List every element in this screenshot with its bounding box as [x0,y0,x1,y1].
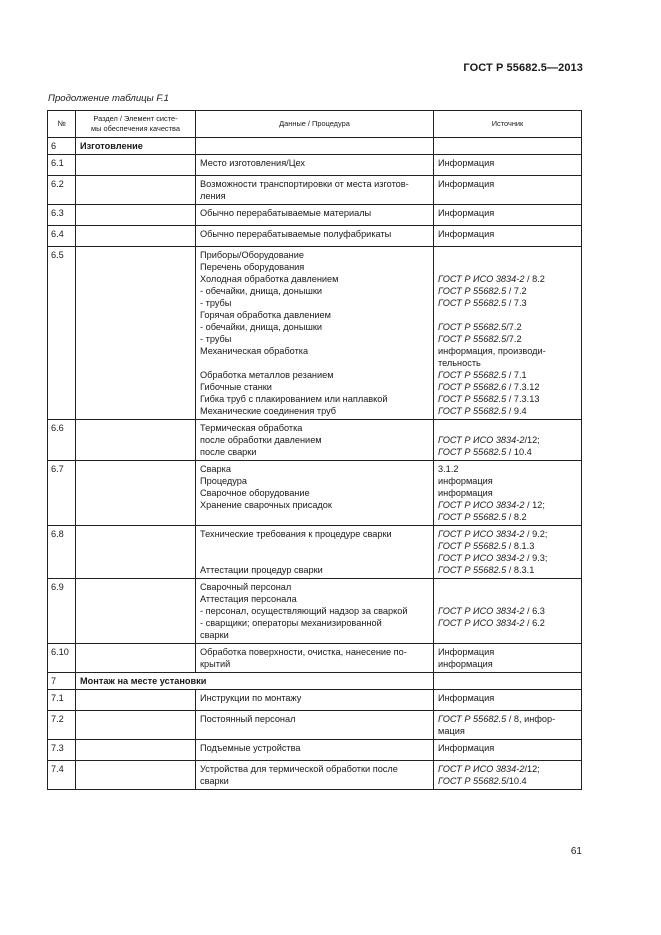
table-row [48,155,582,176]
source-line: 3.1.2 [438,464,459,474]
section-cell [76,155,196,176]
section-title: Монтаж на месте установки [76,673,434,690]
source-line: ГОСТ Р 55682.5 / 8.2 [438,512,527,522]
data-cell [196,711,434,740]
table-row [48,644,582,673]
table-row [48,740,582,761]
source-line: ГОСТ Р 55682.5/10.4 [438,776,527,786]
table-row [48,205,582,226]
section-cell [76,644,196,673]
section-cell [76,711,196,740]
section-cell [76,579,196,644]
source-line: ГОСТ Р 55682.5 / 7.3 [438,298,527,308]
table-row [48,226,582,247]
source-line: ГОСТ Р ИСО 3834-2 / 9.3; [438,553,548,563]
source-cell [434,205,582,226]
data-cell [196,247,434,420]
data-cell [196,176,434,205]
data-cell [196,461,434,526]
table-row [48,526,582,579]
row-number: 6.4 [48,226,76,247]
data-cell [196,579,434,644]
data-line: сварки [200,776,229,786]
source-line: тельность [438,358,481,368]
row-number: 6.1 [48,155,76,176]
data-cell [196,420,434,461]
source-line: ГОСТ Р 55682.5 / 7.1 [438,370,527,380]
source-cell [434,526,582,579]
data-line: Сварка [200,464,231,474]
data-line: Подъемные устройства [200,743,301,753]
source-cell [434,740,582,761]
source-line: ГОСТ Р 55682.6 / 7.3.12 [438,382,540,392]
data-line: Термическая обработка [200,423,303,433]
section-cell [76,526,196,579]
data-line: - сварщики; операторы механизированной [200,618,382,628]
data-cell [196,226,434,247]
source-cell [434,711,582,740]
data-line: Обработка поверхности, очистка, нанесение по- [200,647,407,657]
section-cell [76,205,196,226]
source-line: информация [438,476,493,486]
section-cell [76,761,196,790]
source-cell [434,138,582,155]
data-line: Механические соединения труб [200,406,337,416]
table-row [48,579,582,644]
row-number: 7.4 [48,761,76,790]
source-line: ГОСТ Р ИСО 3834-2 / 6.2 [438,618,545,628]
source-line: ГОСТ Р 55682.5 / 10.4 [438,447,532,457]
data-line: Постоянный персонал [200,714,296,724]
data-cell [196,761,434,790]
table-row [48,461,582,526]
data-line: после сварки [200,447,257,457]
data-line: Механическая обработка [200,346,309,356]
data-line: Устройства для термической обработки после [200,764,398,774]
row-number: 6 [48,138,76,155]
source-line: Информация [438,647,495,657]
table-row [48,690,582,711]
data-line: Холодная обработка давлением [200,274,339,284]
data-line: Обработка металлов резанием [200,370,334,380]
table-row [48,673,582,690]
section-cell [76,420,196,461]
requirements-table [47,110,582,790]
data-line: Инструкции по монтажу [200,693,302,703]
section-cell [76,690,196,711]
data-line: Сварочный персонал [200,582,292,592]
source-line: Информация [438,229,495,239]
document-code: ГОСТ Р 55682.5—2013 [463,62,583,74]
table-row [48,761,582,790]
data-line: - обечайки, днища, донышки [200,286,322,296]
source-line: ГОСТ Р ИСО 3834-2 / 12; [438,500,545,510]
source-line: информация [438,488,493,498]
source-cell [434,673,582,690]
source-line: Информация [438,743,495,753]
source-line: ГОСТ Р 55682.5 / 7.3.13 [438,394,540,404]
source-line: ГОСТ Р ИСО 3834-2 / 8.2 [438,274,545,284]
header-data: Данные / Процедура [196,111,434,138]
table-row [48,711,582,740]
source-line: ГОСТ Р 55682.5/7.2 [438,322,522,332]
source-cell [434,176,582,205]
data-line: Возможности транспортировки от места изготов- [200,179,409,189]
source-line: ГОСТ Р ИСО 3834-2/12; [438,435,540,445]
data-line: Обычно перерабатываемые материалы [200,208,372,218]
source-cell [434,461,582,526]
data-line: - персонал, осуществляющий надзор за сваркой [200,606,408,616]
source-line: ГОСТ Р ИСО 3834-2/12; [438,764,540,774]
data-line: Обычно перерабатываемые полуфабрикаты [200,229,392,239]
source-line: ГОСТ Р 55682.5/7.2 [438,334,522,344]
table-row [48,176,582,205]
table-header-row [48,111,582,138]
data-cell [196,690,434,711]
header-number: № [48,111,76,138]
data-line: Сварочное оборудование [200,488,310,498]
table-row [48,420,582,461]
section-cell [76,226,196,247]
row-number: 6.2 [48,176,76,205]
data-line: - трубы [200,298,232,308]
data-line: Место изготовления/Цех [200,158,306,168]
source-line: мация [438,726,465,736]
row-number: 7.2 [48,711,76,740]
source-line: ГОСТ Р 55682.5 / 8.1.3 [438,541,535,551]
source-line: информация, производи- [438,346,546,356]
data-line: после обработки давлением [200,435,322,445]
data-line: Аттестация персонала [200,594,297,604]
data-cell [196,526,434,579]
source-line: ГОСТ Р 55682.5 / 9.4 [438,406,527,416]
table-row [48,138,582,155]
data-line: - трубы [200,334,232,344]
source-cell [434,155,582,176]
row-number: 7 [48,673,76,690]
row-number: 6.10 [48,644,76,673]
data-line: Горячая обработка давлением [200,310,331,320]
row-number: 6.3 [48,205,76,226]
source-cell [434,690,582,711]
source-line: ГОСТ Р ИСО 3834-2 / 6.3 [438,606,545,616]
source-cell [434,644,582,673]
data-line: крытий [200,659,231,669]
section-cell [76,247,196,420]
data-cell [196,138,434,155]
row-number: 6.5 [48,247,76,420]
source-line: ГОСТ Р 55682.5 / 7.2 [438,286,527,296]
data-cell [196,740,434,761]
row-number: 6.6 [48,420,76,461]
page-number: 61 [570,846,582,857]
data-line: Перечень оборудования [200,262,305,272]
source-line: ГОСТ Р 55682.5 / 8.3.1 [438,565,535,575]
data-line: ления [200,191,226,201]
row-number: 6.7 [48,461,76,526]
source-cell [434,579,582,644]
data-line: Аттестации процедур сварки [200,565,323,575]
source-cell [434,247,582,420]
source-line: Информация [438,208,495,218]
data-line: Гибочные станки [200,382,272,392]
source-line: Информация [438,693,495,703]
data-cell [196,205,434,226]
data-cell [196,155,434,176]
source-line: ГОСТ Р ИСО 3834-2 / 9.2; [438,529,548,539]
table-row [48,247,582,420]
source-line: Информация [438,158,495,168]
header-source: Источник [434,111,582,138]
source-cell [434,420,582,461]
source-line: ГОСТ Р 55682.5 / 8, инфор- [438,714,556,724]
section-cell [76,176,196,205]
source-line: Информация [438,179,495,189]
data-line: Технические требования к процедуре сварки [200,529,392,539]
row-number: 7.1 [48,690,76,711]
data-line: Гибка труб с плакированием или наплавкой [200,394,388,404]
section-title: Изготовление [76,138,196,155]
source-cell [434,226,582,247]
data-line: Процедура [200,476,247,486]
data-cell [196,644,434,673]
row-number: 6.8 [48,526,76,579]
table-caption: Продолжение таблицы F.1 [48,93,169,104]
data-line: Приборы/Оборудование [200,250,304,260]
section-cell [76,461,196,526]
row-number: 6.9 [48,579,76,644]
data-line: Хранение сварочных присадок [200,500,332,510]
source-line: информация [438,659,493,669]
header-section: Раздел / Элемент систе- мы обеспечения качества [76,111,196,138]
source-cell [434,761,582,790]
section-cell [76,740,196,761]
data-line: - обечайки, днища, донышки [200,322,322,332]
row-number: 7.3 [48,740,76,761]
data-line: сварки [200,630,229,640]
